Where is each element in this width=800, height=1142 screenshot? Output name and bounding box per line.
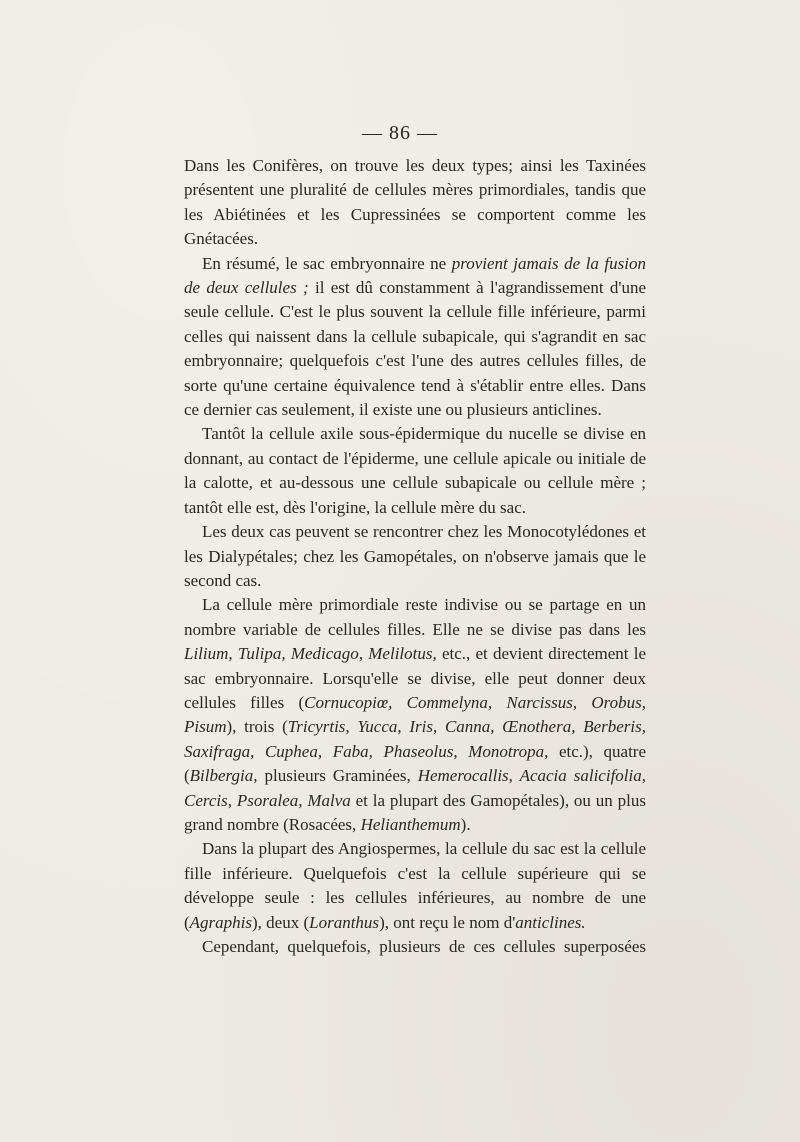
text-run: plusieurs Graminées, [257, 766, 418, 786]
text-run: La cellule mère primordiale reste indivise ou se partage en un nombre variable de cellules filles. Elle ne se divise pas dans les [184, 595, 646, 639]
text-run: etc.), quatre ( [184, 741, 646, 786]
text-run: ). [460, 814, 471, 834]
text-run: Tantôt la cellule axile sous-épidermique du nucelle se divise en donnant, au contact de l'épiderme, une cellule apicale ou initiale de la calotte, et au-dessous une cellule subapicale ou cellule mère ; tantôt elle est, dès l'origine, la cellule mère du sac. [184, 424, 646, 517]
text-run: il est dû constamment à l'agrandissement d'une seule cellule. C'est le plus souvent la cellule fille inférieure, parmi celles qui naissent dans la cellule subapicale, qui s'agrandit en sac embryonnaire; quelquefois c'est l'une des autres cellules filles, de sorte qu'une certaine équivalence tend à s'établir entre elles. Dans ce dernier cas seulement, il existe une ou plusieurs anticlines. [184, 278, 646, 420]
italic-text: Cornucopiœ, Commelyna, Narcissus, Orobus, Pisum [184, 692, 646, 737]
italic-text: Agraphis [189, 912, 253, 932]
paragraph-5 [184, 593, 646, 837]
paragraph-1 [184, 154, 646, 252]
italic-text: Tricyrtis, Yucca, Iris, Canna, Œnothera, Berberis, Saxifraga, Cuphea, Faba, Phaseolus, Monotropa, [184, 717, 647, 761]
text-run: En résumé, le sac embryonnaire ne [202, 253, 452, 273]
text-run: ), trois ( [226, 717, 288, 737]
paragraph-7 [184, 935, 646, 959]
italic-text: Hemerocallis, Acacia salicifolia, Cercis, Psoralea, Malva [184, 766, 646, 810]
text-run: ), ont reçu le nom d' [379, 912, 516, 932]
text-run: Les deux cas peuvent se rencontrer chez les Monocotylédones et les Dialypétales; chez les Gamopétales, on n'observe jamais que le second cas. [184, 522, 646, 590]
page-number: — 86 — [362, 122, 438, 144]
italic-text: provient jamais de la fusion de deux cellules ; [184, 253, 646, 298]
text-run: ), deux ( [252, 912, 310, 932]
paragraph-6 [184, 837, 646, 935]
italic-text: Loranthus [309, 912, 380, 932]
text-run: et la plupart des Gamopétales), ou un plus grand nombre (Rosacées, [184, 790, 646, 834]
italic-text: Lilium, Tulipa, Medicago, Melilotus, [184, 644, 437, 664]
paragraph-2 [184, 252, 646, 423]
text-run: Dans la plupart des Angiospermes, la cellule du sac est la cellule fille inférieure. Quelquefois c'est la cellule supérieure qui se développe seule : les cellules inférieures, au nombre de une ( [184, 839, 646, 932]
text-run: etc., et devient directement le sac embryonnaire. Lorsqu'elle se divise, elle peut donner deux cellules filles ( [184, 644, 646, 712]
body-text [184, 154, 646, 959]
text-run: Dans les Conifères, on trouve les deux types; ainsi les Taxinées présentent une pluralité de cellules mères primordiales, tandis que les Abiétinées et les Cupressinées se comportent comme les Gnétacées. [184, 156, 646, 249]
paragraph-3 [184, 422, 646, 520]
italic-text: Bilbergia, [189, 766, 258, 786]
italic-text: Helianthemum [360, 814, 461, 834]
text-run: Cependant, quelquefois, plusieurs de ces cellules superposées [202, 937, 646, 956]
paragraph-4 [184, 520, 646, 593]
italic-text: anticlines. [515, 912, 586, 932]
